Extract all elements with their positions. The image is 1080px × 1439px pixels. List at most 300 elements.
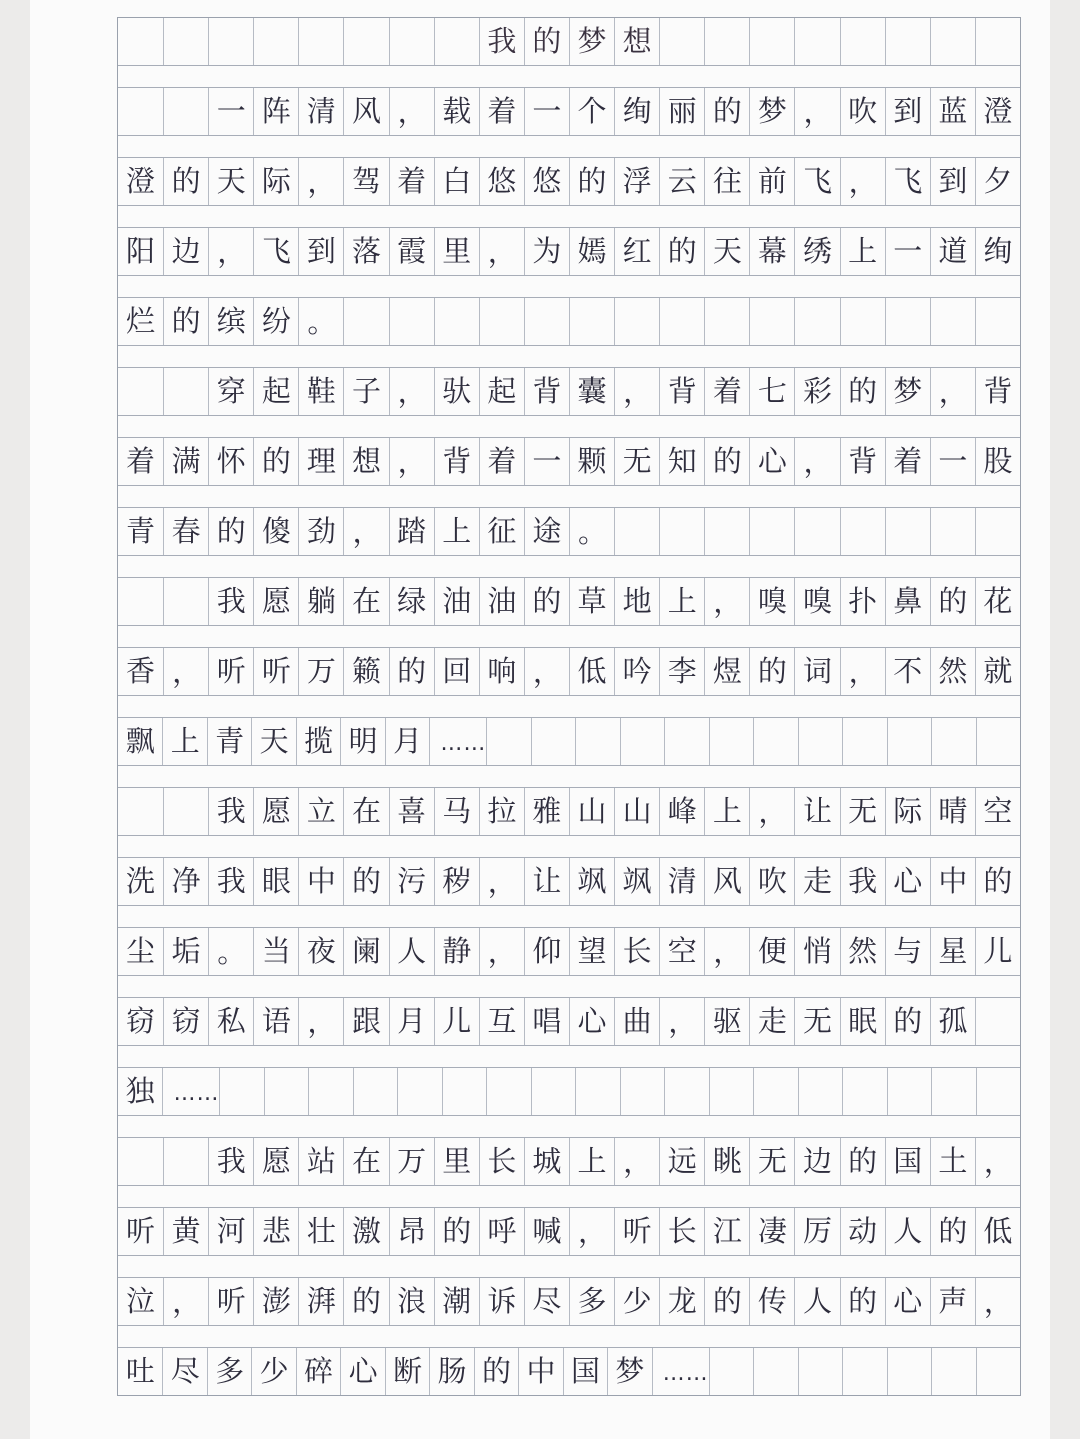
row-gap xyxy=(118,486,1020,508)
grid-cell: 的 xyxy=(163,298,208,345)
grid-cell: 拉 xyxy=(479,788,524,835)
text-row xyxy=(118,788,1020,836)
grid-cell xyxy=(664,718,708,765)
grid-cell: 肠 xyxy=(429,1348,473,1395)
grid-cell: 站 xyxy=(298,1138,343,1185)
grid-cell: 驱 xyxy=(704,998,749,1045)
grid-cell: 油 xyxy=(479,578,524,625)
grid-cell: 绿 xyxy=(389,578,434,625)
text-row xyxy=(118,578,1020,626)
grid-cell: ， xyxy=(524,648,569,695)
grid-cell: 的 xyxy=(434,1208,479,1255)
grid-cell xyxy=(163,1138,208,1185)
grid-cell: 远 xyxy=(659,1138,704,1185)
grid-cell: 我 xyxy=(208,788,253,835)
text-row xyxy=(118,368,1020,416)
row-gap xyxy=(118,696,1020,718)
grid-cell: 晴 xyxy=(930,788,975,835)
grid-cell: 背 xyxy=(659,368,704,415)
grid-cell: 我 xyxy=(208,858,253,905)
grid-cell xyxy=(709,718,753,765)
grid-cell: 眠 xyxy=(840,998,885,1045)
grid-cell: 驾 xyxy=(343,158,388,205)
grid-cell: 青 xyxy=(207,718,251,765)
grid-cell: ， xyxy=(840,158,885,205)
grid-cell: ， xyxy=(163,1278,208,1325)
grid-cell: 尽 xyxy=(524,1278,569,1325)
grid-cell: ， xyxy=(749,788,794,835)
grid-cell: 月 xyxy=(389,998,434,1045)
grid-cell xyxy=(163,368,208,415)
grid-cell: 鞋 xyxy=(298,368,343,415)
grid-cell: 然 xyxy=(840,928,885,975)
grid-cell xyxy=(531,1068,575,1115)
grid-cell: 为 xyxy=(524,228,569,275)
text-row xyxy=(118,158,1020,206)
grid-cell: 然 xyxy=(930,648,975,695)
grid-cell: 洗 xyxy=(126,864,156,898)
grid-cell: …… xyxy=(652,1348,709,1395)
grid-cell: 的 xyxy=(840,1138,885,1185)
grid-cell: 明 xyxy=(340,718,384,765)
grid-cell: 上 xyxy=(162,718,206,765)
grid-cell xyxy=(163,88,208,135)
row-gap xyxy=(118,1256,1020,1278)
grid-cell: 白 xyxy=(434,158,479,205)
text-row xyxy=(118,718,1020,766)
grid-cell: 垢 xyxy=(163,928,208,975)
grid-cell xyxy=(975,18,1020,65)
grid-cell: 幕 xyxy=(749,228,794,275)
grid-cell: 互 xyxy=(479,998,524,1045)
grid-cell: 清 xyxy=(659,858,704,905)
grid-cell: 山 xyxy=(614,788,659,835)
grid-cell: 踏 xyxy=(389,508,434,555)
grid-cell xyxy=(840,18,885,65)
grid-cell: 空 xyxy=(659,928,704,975)
grid-cell xyxy=(842,1068,886,1115)
grid-cell: 的 xyxy=(704,1278,749,1325)
grid-cell: 窃 xyxy=(126,1004,156,1038)
grid-cell: ， xyxy=(479,228,524,275)
grid-cell: 个 xyxy=(569,88,614,135)
text-row xyxy=(118,1348,1020,1395)
grid-cell: 丽 xyxy=(659,88,704,135)
grid-cell xyxy=(753,1068,797,1115)
grid-cell: 嫣 xyxy=(569,228,614,275)
grid-cell xyxy=(389,18,434,65)
grid-cell xyxy=(704,18,749,65)
grid-cell xyxy=(975,508,1020,555)
grid-cell: 龙 xyxy=(659,1278,704,1325)
grid-cell: 星 xyxy=(930,928,975,975)
grid-cell: 唱 xyxy=(524,998,569,1045)
grid-cell: 天 xyxy=(208,158,253,205)
row-gap xyxy=(118,1186,1020,1208)
grid-cell xyxy=(389,298,434,345)
grid-cell xyxy=(885,18,930,65)
grid-cell: 着 xyxy=(885,438,930,485)
row-gap xyxy=(118,906,1020,928)
grid-cell xyxy=(794,18,839,65)
grid-cell: 揽 xyxy=(296,718,340,765)
grid-cell: 缤 xyxy=(208,298,253,345)
grid-cell: 傻 xyxy=(253,508,298,555)
grid-cell xyxy=(353,1068,397,1115)
grid-cell: 私 xyxy=(208,998,253,1045)
grid-cell: 知 xyxy=(659,438,704,485)
grid-cell xyxy=(118,88,163,135)
grid-cell xyxy=(749,508,794,555)
grid-cell: ， xyxy=(298,158,343,205)
grid-cell: ， xyxy=(704,578,749,625)
grid-cell: 青 xyxy=(126,514,156,548)
grid-cell: 跟 xyxy=(343,998,388,1045)
grid-cell: 独 xyxy=(125,1074,155,1108)
grid-cell: 春 xyxy=(163,508,208,555)
grid-cell xyxy=(659,508,704,555)
row-gap xyxy=(118,976,1020,998)
grid-cell: 的 xyxy=(208,508,253,555)
grid-cell: 无 xyxy=(794,998,839,1045)
grid-cell: 一 xyxy=(524,438,569,485)
grid-cell: 地 xyxy=(614,578,659,625)
grid-cell: 里 xyxy=(434,1138,479,1185)
grid-cell: 无 xyxy=(840,788,885,835)
grid-cell xyxy=(931,718,975,765)
grid-cell xyxy=(842,1348,886,1395)
grid-cell: 望 xyxy=(569,928,614,975)
grid-cell: 背 xyxy=(524,368,569,415)
row-gap xyxy=(118,1116,1020,1138)
grid-cell xyxy=(569,298,614,345)
grid-cell: 征 xyxy=(479,508,524,555)
grid-cell: 子 xyxy=(343,368,388,415)
grid-cell xyxy=(753,1348,797,1395)
grid-cell: 起 xyxy=(253,368,298,415)
grid-cell: 吐 xyxy=(125,1354,155,1388)
grid-cell xyxy=(118,1138,163,1185)
grid-cell: 心 xyxy=(885,1278,930,1325)
grid-cell: 嗅 xyxy=(794,578,839,625)
grid-cell: 长 xyxy=(614,928,659,975)
grid-cell: 尘 xyxy=(126,934,156,968)
grid-cell: 绚 xyxy=(614,88,659,135)
grid-cell: 听 xyxy=(253,648,298,695)
grid-cell: 的 xyxy=(659,228,704,275)
grid-cell: ， xyxy=(479,858,524,905)
grid-cell xyxy=(397,1068,441,1115)
grid-cell: 一 xyxy=(524,88,569,135)
grid-cell xyxy=(434,298,479,345)
grid-cell: 风 xyxy=(704,858,749,905)
grid-cell: 孤 xyxy=(930,998,975,1045)
grid-cell: 到 xyxy=(885,88,930,135)
grid-cell xyxy=(479,298,524,345)
grid-cell: 动 xyxy=(840,1208,885,1255)
grid-cell: ， xyxy=(614,1138,659,1185)
grid-cell: 着 xyxy=(479,88,524,135)
grid-cell: 长 xyxy=(479,1138,524,1185)
grid-cell: 着 xyxy=(479,438,524,485)
grid-cell xyxy=(794,508,839,555)
text-row xyxy=(118,858,1020,906)
grid-cell: 着 xyxy=(704,368,749,415)
grid-cell: 眺 xyxy=(704,1138,749,1185)
grid-cell: 的 xyxy=(930,578,975,625)
grid-cell: ， xyxy=(298,998,343,1045)
grid-cell xyxy=(264,1068,308,1115)
grid-cell: 让 xyxy=(794,788,839,835)
grid-cell: 的 xyxy=(163,158,208,205)
grid-cell xyxy=(486,1068,530,1115)
grid-cell xyxy=(575,1068,619,1115)
row-gap xyxy=(118,836,1020,858)
grid-cell: 红 xyxy=(614,228,659,275)
grid-cell: 与 xyxy=(885,928,930,975)
grid-cell xyxy=(798,718,842,765)
grid-cell: 到 xyxy=(298,228,343,275)
grid-cell: 泣 xyxy=(126,1284,156,1318)
grid-cell xyxy=(976,718,1020,765)
grid-cell xyxy=(885,298,930,345)
grid-cell: 到 xyxy=(930,158,975,205)
grid-cell: 河 xyxy=(208,1208,253,1255)
grid-cell: 际 xyxy=(253,158,298,205)
grid-cell: 吹 xyxy=(749,858,794,905)
grid-cell xyxy=(118,578,163,625)
grid-cell: 夜 xyxy=(298,928,343,975)
grid-cell: 驮 xyxy=(434,368,479,415)
grid-cell xyxy=(931,1348,975,1395)
grid-cell: 途 xyxy=(524,508,569,555)
grid-cell: 绚 xyxy=(975,228,1020,275)
grid-cell: 断 xyxy=(385,1348,429,1395)
grid-cell: 潮 xyxy=(434,1278,479,1325)
grid-cell: 理 xyxy=(298,438,343,485)
grid-cell: 雅 xyxy=(524,788,569,835)
grid-cell xyxy=(614,298,659,345)
grid-cell: 风 xyxy=(343,88,388,135)
grid-cell: 当 xyxy=(253,928,298,975)
grid-cell: 眼 xyxy=(253,858,298,905)
grid-cell: 我 xyxy=(208,1138,253,1185)
grid-cell: 碎 xyxy=(296,1348,340,1395)
grid-cell xyxy=(842,718,886,765)
grid-cell: 的 xyxy=(840,1278,885,1325)
paper-sheet xyxy=(30,0,1050,1439)
grid-cell xyxy=(298,18,343,65)
grid-cell: 秽 xyxy=(434,858,479,905)
grid-cell: 里 xyxy=(434,228,479,275)
grid-cell xyxy=(930,18,975,65)
grid-cell: 曲 xyxy=(614,998,659,1045)
grid-cell: 心 xyxy=(569,998,614,1045)
grid-cell: 梦 xyxy=(569,18,614,65)
row-gap xyxy=(118,1326,1020,1348)
grid-cell: 飒 xyxy=(614,858,659,905)
grid-cell: 诉 xyxy=(479,1278,524,1325)
grid-cell: 江 xyxy=(704,1208,749,1255)
grid-cell: 走 xyxy=(794,858,839,905)
grid-cell: 背 xyxy=(840,438,885,485)
grid-cell: 儿 xyxy=(434,998,479,1045)
grid-cell: 人 xyxy=(794,1278,839,1325)
grid-cell: 峰 xyxy=(659,788,704,835)
grid-cell xyxy=(887,1068,931,1115)
grid-cell: 梦 xyxy=(749,88,794,135)
title-row xyxy=(118,18,1020,66)
grid-cell: 吹 xyxy=(840,88,885,135)
text-row xyxy=(118,1278,1020,1326)
grid-cell: 李 xyxy=(659,648,704,695)
grid-cell: 。 xyxy=(569,508,614,555)
grid-cell: 响 xyxy=(479,648,524,695)
grid-cell xyxy=(887,1348,931,1395)
grid-cell xyxy=(208,18,253,65)
grid-cell: 背 xyxy=(975,368,1020,415)
grid-cell xyxy=(840,508,885,555)
grid-cell: 梦 xyxy=(607,1348,651,1395)
grid-cell: 的 xyxy=(749,648,794,695)
grid-cell: 边 xyxy=(163,228,208,275)
grid-cell xyxy=(531,718,575,765)
text-row xyxy=(118,508,1020,556)
grid-cell: 香 xyxy=(126,654,156,688)
grid-cell: 想 xyxy=(614,18,659,65)
grid-cell: 飞 xyxy=(885,158,930,205)
grid-cell xyxy=(575,718,619,765)
grid-cell: 烂 xyxy=(126,304,156,338)
grid-cell: 无 xyxy=(749,1138,794,1185)
grid-cell: 际 xyxy=(885,788,930,835)
grid-cell: 上 xyxy=(569,1138,614,1185)
grid-cell: 月 xyxy=(385,718,429,765)
grid-cell: 想 xyxy=(343,438,388,485)
grid-cell: 阳 xyxy=(126,234,156,268)
grid-cell: 悄 xyxy=(794,928,839,975)
grid-cell: 道 xyxy=(930,228,975,275)
grid-cell: ， xyxy=(794,438,839,485)
grid-cell xyxy=(659,18,704,65)
row-gap xyxy=(118,206,1020,228)
grid-cell: 清 xyxy=(298,88,343,135)
grid-cell: 湃 xyxy=(298,1278,343,1325)
grid-cell: ， xyxy=(614,368,659,415)
grid-cell: 净 xyxy=(163,858,208,905)
grid-cell: 听 xyxy=(126,1214,156,1248)
grid-cell: 澎 xyxy=(253,1278,298,1325)
text-row xyxy=(118,228,1020,276)
grid-cell xyxy=(118,368,163,415)
grid-cell: 。 xyxy=(298,298,343,345)
grid-cell: 躺 xyxy=(298,578,343,625)
grid-cell: 喊 xyxy=(524,1208,569,1255)
grid-cell: ， xyxy=(704,928,749,975)
grid-cell: 土 xyxy=(930,1138,975,1185)
grid-cell: ， xyxy=(389,88,434,135)
grid-cell xyxy=(885,508,930,555)
grid-cell: 扑 xyxy=(840,578,885,625)
grid-cell xyxy=(709,1068,753,1115)
grid-cell xyxy=(931,1068,975,1115)
grid-cell: 悠 xyxy=(524,158,569,205)
grid-cell: 花 xyxy=(975,578,1020,625)
grid-cell: 尽 xyxy=(162,1348,206,1395)
grid-cell: 悲 xyxy=(253,1208,298,1255)
grid-cell: 国 xyxy=(885,1138,930,1185)
grid-cell: 人 xyxy=(389,928,434,975)
grid-cell: 立 xyxy=(298,788,343,835)
grid-cell: 天 xyxy=(251,718,295,765)
grid-cell: 草 xyxy=(569,578,614,625)
grid-cell: 落 xyxy=(343,228,388,275)
grid-cell: 一 xyxy=(885,228,930,275)
grid-cell: 的 xyxy=(840,368,885,415)
grid-cell: 悠 xyxy=(479,158,524,205)
grid-cell: 的 xyxy=(569,158,614,205)
grid-cell: 静 xyxy=(434,928,479,975)
grid-cell: 的 xyxy=(704,88,749,135)
grid-cell: 在 xyxy=(343,788,388,835)
grid-cell: 多 xyxy=(207,1348,251,1395)
grid-cell: 彩 xyxy=(794,368,839,415)
grid-cell: ， xyxy=(479,928,524,975)
grid-cell: 愿 xyxy=(253,578,298,625)
grid-cell: 心 xyxy=(749,438,794,485)
grid-cell xyxy=(308,1068,352,1115)
grid-cell xyxy=(620,718,664,765)
grid-cell: 天 xyxy=(704,228,749,275)
grid-cell: 国 xyxy=(563,1348,607,1395)
grid-cell xyxy=(840,298,885,345)
grid-cell: 心 xyxy=(340,1348,384,1395)
grid-cell xyxy=(524,298,569,345)
grid-cell: 嗅 xyxy=(749,578,794,625)
grid-cell: 一 xyxy=(930,438,975,485)
grid-cell: 颗 xyxy=(569,438,614,485)
row-gap xyxy=(118,626,1020,648)
grid-cell: 昂 xyxy=(389,1208,434,1255)
grid-cell: 一 xyxy=(208,88,253,135)
grid-cell: 黄 xyxy=(163,1208,208,1255)
grid-cell: 鼻 xyxy=(885,578,930,625)
grid-cell: 云 xyxy=(659,158,704,205)
grid-cell xyxy=(976,1068,1020,1115)
grid-cell xyxy=(887,718,931,765)
grid-cell xyxy=(749,298,794,345)
grid-cell xyxy=(614,508,659,555)
grid-cell: 无 xyxy=(614,438,659,485)
grid-cell xyxy=(798,1348,842,1395)
text-row xyxy=(118,928,1020,976)
grid-cell: 我 xyxy=(840,858,885,905)
grid-cell: 阑 xyxy=(343,928,388,975)
grid-cell xyxy=(163,578,208,625)
grid-cell: 中 xyxy=(930,858,975,905)
grid-cell: 的 xyxy=(343,1278,388,1325)
grid-cell xyxy=(486,718,530,765)
grid-cell: ， xyxy=(930,368,975,415)
grid-cell: 的 xyxy=(474,1348,518,1395)
grid-cell: 澄 xyxy=(975,88,1020,135)
grid-cell: 污 xyxy=(389,858,434,905)
grid-cell: 。 xyxy=(208,928,253,975)
grid-cell: 飒 xyxy=(569,858,614,905)
grid-cell xyxy=(975,998,1020,1045)
grid-cell xyxy=(664,1068,708,1115)
row-gap xyxy=(118,136,1020,158)
